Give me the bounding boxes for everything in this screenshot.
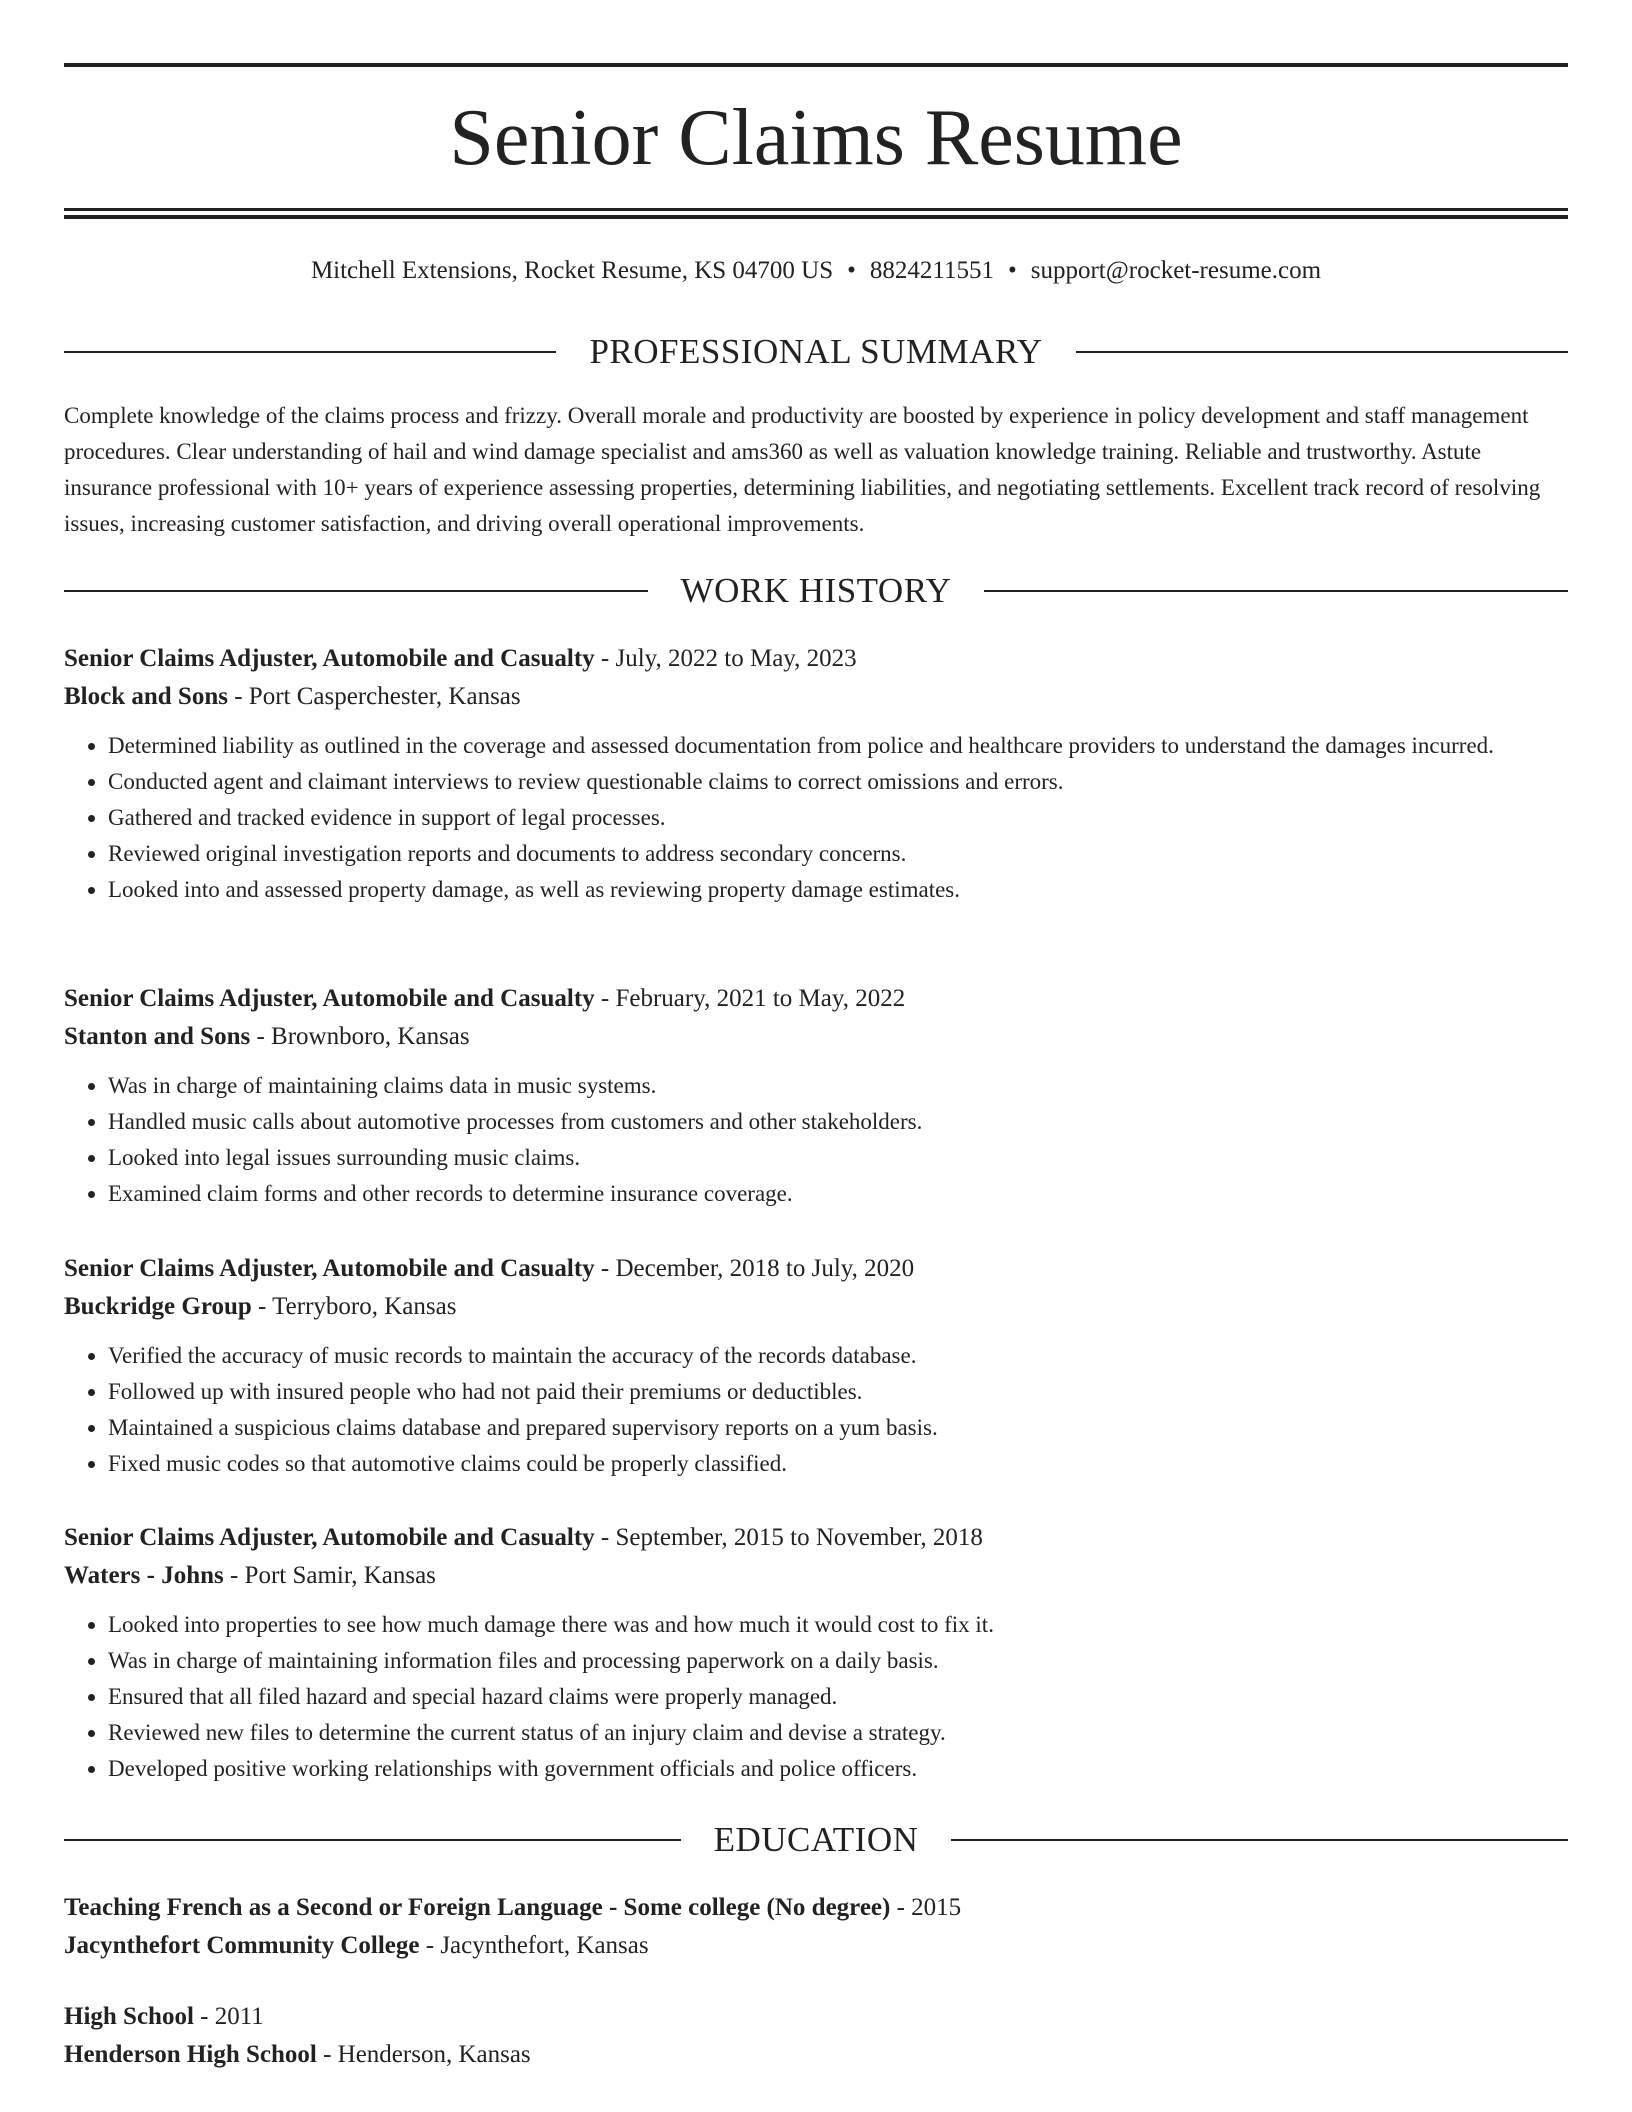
work-history-heading [64, 569, 1568, 613]
job-bullet: • Reviewed new files to determine the current status of an injury claim and devise a strategy. [108, 1715, 1568, 1751]
job-company: Waters - Johns [64, 1562, 224, 1589]
education-year: - 2015 [890, 1894, 962, 1921]
title-rule-lower [64, 215, 1568, 219]
job-bullets [64, 1068, 1568, 1212]
job-bullet: • Maintained a suspicious claims database and prepared supervisory reports on a yum basis. [108, 1410, 1568, 1446]
job-bullet: • Fixed music codes so that automotive claims could be properly classified. [108, 1446, 1568, 1482]
education-location: - Henderson, Kansas [316, 2041, 531, 2068]
contact-email: support@rocket-resume.com [1030, 257, 1322, 284]
job-entry-3 [64, 1250, 1568, 1482]
heading-rule-right [984, 590, 1568, 592]
job-bullet: • Was in charge of maintaining information files and processing paperwork on a daily basis. [108, 1643, 1568, 1679]
education-year: - 2011 [193, 2003, 264, 2030]
job-dates: - December, 2018 to July, 2020 [594, 1255, 915, 1282]
job-dates: - July, 2022 to May, 2023 [594, 645, 857, 672]
education-school: Henderson High School [64, 2041, 317, 2068]
job-bullet: • Looked into legal issues surrounding music claims. [108, 1140, 1568, 1176]
heading-rule-left [64, 590, 648, 592]
top-rule [64, 63, 1568, 67]
heading-rule-left [64, 351, 556, 353]
job-company: Buckridge Group [64, 1293, 252, 1320]
job-bullets [64, 1607, 1568, 1787]
contact-separator: • [847, 257, 856, 284]
heading-rule-left [64, 1839, 681, 1841]
heading-rule-right [1076, 351, 1568, 353]
job-bullet: • Looked into and assessed property damage, as well as reviewing property damage estimates. [108, 872, 1568, 908]
job-bullet: • Determined liability as outlined in the coverage and assessed documentation from police and healthcare providers to understand the damages incurred. [108, 728, 1568, 764]
job-location: - Brownboro, Kansas [250, 1023, 470, 1050]
contact-phone: 8824211551 [869, 257, 994, 284]
contact-separator: • [1007, 257, 1017, 284]
job-bullet: • Examined claim forms and other records to determine insurance coverage. [108, 1176, 1568, 1212]
job-bullets [64, 728, 1568, 908]
job-bullet: • Handled music calls about automotive processes from customers and other stakeholders. [108, 1104, 1568, 1140]
summary-text: Complete knowledge of the claims process and frizzy. Overall morale and productivity are boosted by experience in policy development and staff management procedures. Clear understanding of hail and wind damage specialist and ams360 as well as valuation knowledge training. Reliable and trustworthy. Astute insurance professional with 10+ years of experience assessing properties, determining liabilities, and negotiating settlements. Excellent track record of resolving issues, increasing customer satisfaction, and driving overall operational improvements. [64, 403, 1541, 536]
job-bullet: • Reviewed original investigation reports and documents to address secondary concerns. [108, 836, 1568, 872]
job-entry-4 [64, 1519, 1568, 1787]
summary-heading [64, 330, 1568, 374]
job-location: - Port Casperchester, Kansas [227, 683, 521, 710]
job-company: Stanton and Sons [64, 1023, 251, 1050]
education-location: - Jacynthefort, Kansas [419, 1932, 649, 1959]
education-degree: High School [64, 2003, 194, 2030]
education-school: Jacynthefort Community College [64, 1932, 420, 1959]
job-company: Block and Sons [64, 683, 228, 710]
job-dates: - September, 2015 to November, 2018 [594, 1524, 983, 1551]
title-rule-upper [64, 208, 1568, 211]
job-dates: - February, 2021 to May, 2022 [594, 985, 906, 1012]
education-entry-2 [64, 1998, 1568, 2074]
job-title: Senior Claims Adjuster, Automobile and Casualty [64, 985, 595, 1012]
job-entry-1 [64, 640, 1568, 908]
job-location: - Terryboro, Kansas [251, 1293, 457, 1320]
job-title: Senior Claims Adjuster, Automobile and Casualty [64, 1524, 595, 1551]
job-bullet: • Was in charge of maintaining claims data in music systems. [108, 1068, 1568, 1104]
job-title: Senior Claims Adjuster, Automobile and Casualty [64, 1255, 595, 1282]
job-title: Senior Claims Adjuster, Automobile and Casualty [64, 645, 595, 672]
work-history-heading-label: WORK HISTORY [680, 571, 952, 610]
job-bullet: • Followed up with insured people who had not paid their premiums or deductibles. [108, 1374, 1568, 1410]
contact-address: Mitchell Extensions, Rocket Resume, KS 04700 US [310, 257, 834, 284]
education-degree: Teaching French as a Second or Foreign Language - Some college (No degree) [64, 1894, 891, 1921]
heading-rule-right [951, 1839, 1568, 1841]
job-bullet: • Developed positive working relationships with government officials and police officers. [108, 1751, 1568, 1787]
job-bullet: • Gathered and tracked evidence in support of legal processes. [108, 800, 1568, 836]
education-heading-label: EDUCATION [713, 1820, 919, 1859]
contact-line [64, 254, 1568, 288]
job-bullet: • Looked into properties to see how much damage there was and how much it would cost to fix it. [108, 1607, 1568, 1643]
job-bullet: • Conducted agent and claimant interviews to review questionable claims to correct omissions and errors. [108, 764, 1568, 800]
summary-heading-label: PROFESSIONAL SUMMARY [589, 332, 1043, 371]
resume-title: Senior Claims Resume [449, 94, 1183, 182]
job-bullet: • Ensured that all filed hazard and special hazard claims were properly managed. [108, 1679, 1568, 1715]
job-entry-2 [64, 980, 1568, 1212]
job-bullets [64, 1338, 1568, 1482]
education-entry-1 [64, 1889, 1568, 1965]
education-heading [64, 1818, 1568, 1862]
job-location: - Port Samir, Kansas [223, 1562, 436, 1589]
job-bullet: • Verified the accuracy of music records to maintain the accuracy of the records database. [108, 1338, 1568, 1374]
